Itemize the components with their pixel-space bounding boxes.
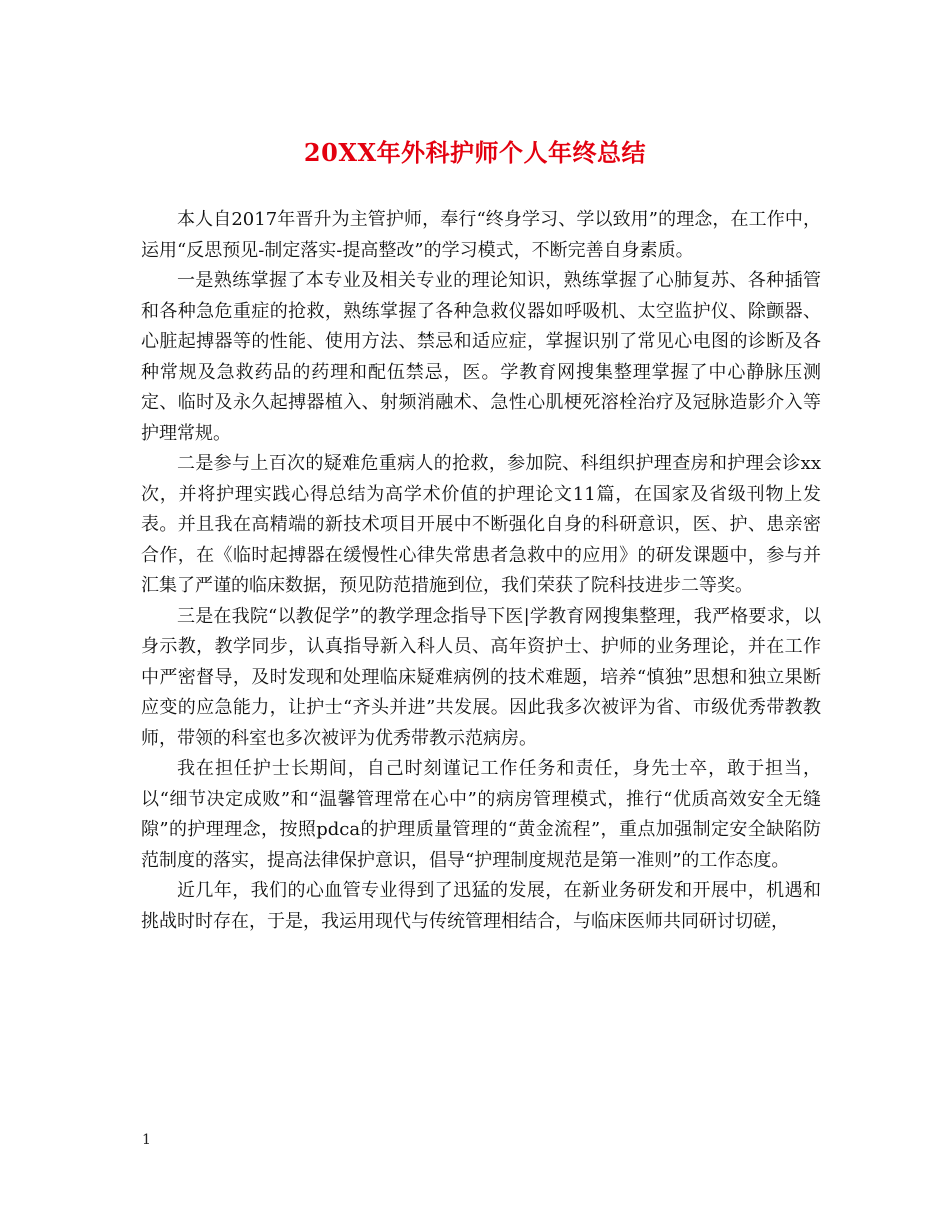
paragraph-head-nurse: 我在担任护士长期间，自己时刻谨记工作任务和责任，身先士卒，敢于担当，以“细节决定成败”和“温馨管理常在心中”的病房管理模式，推行“优质高效安全无缝隙”的护理理念，按照pdca的护理质量管理的“黄金流程”，重点加强制定安全缺陷防范制度的落实，提高法律保护意识，倡导“护理制度规范是第一准则”的工作态度。 (141, 758, 821, 871)
paragraph-rescue-research: 二是参与上百次的疑难危重病人的抢救，参加院、科组织护理查房和护理会诊xx次，并将护理实践心得总结为高学术价值的护理论文11篇，在国家及省级刊物上发表。并且我在高精端的新技术项目开展中不断强化自身的科研意识，医、护、患亲密合作，在《临时起搏器在缓慢性心律失常患者急救中的应用》的研发课题中，参与并汇集了严谨的临床数据，预见防范措施到位，我们荣获了院科技进步二等奖。 (141, 453, 821, 596)
paragraph-intro: 本人自2017年晋升为主管护师，奉行“终身学习、学以致用”的理念，在工作中，运用“反思预见-制定落实-提高整改”的学习模式，不断完善自身素质。 (141, 209, 821, 261)
page-number: 1 (142, 1132, 151, 1148)
paragraph-development: 近几年，我们的心血管专业得到了迅猛的发展，在新业务研发和开展中，机遇和挑战时时存在，于是，我运用现代与传统管理相结合，与临床医师共同研讨切磋， (141, 880, 821, 932)
paragraph-teaching: 三是在我院“以教促学”的教学理念指导下医|学教育网搜集整理，我严格要求，以身示教，教学同步，认真指导新入科人员、高年资护士、护师的业务理论，并在工作中严密督导，及时发现和处理临床疑难病例的技术难题，培养“慎独”思想和独立果断应变的应急能力，让护士“齐头并进”共发展。因此我多次被评为省、市级优秀带教教师，带领的科室也多次被评为优秀带教示范病房。 (141, 605, 821, 749)
document-title: 20XX年外科护师个人年终总结 (303, 138, 647, 167)
paragraph-theory-skills: 一是熟练掌握了本专业及相关专业的理论知识，熟练掌握了心肺复苏、各种插管和各种急危重症的抢救，熟练掌握了各种急救仪器如呼吸机、太空监护仪、除颤器、心脏起搏器等的性能、使用方法、禁忌和适应症，掌握识别了常见心电图的诊断及各种常规及急救药品的药理和配伍禁忌，医。学教育网搜集整理掌握了中心静脉压测定、临时及永久起搏器植入、射频消融术、急性心肌梗死溶栓治疗及冠脉造影介入等护理常规。 (141, 270, 821, 444)
document-body (141, 205, 821, 937)
